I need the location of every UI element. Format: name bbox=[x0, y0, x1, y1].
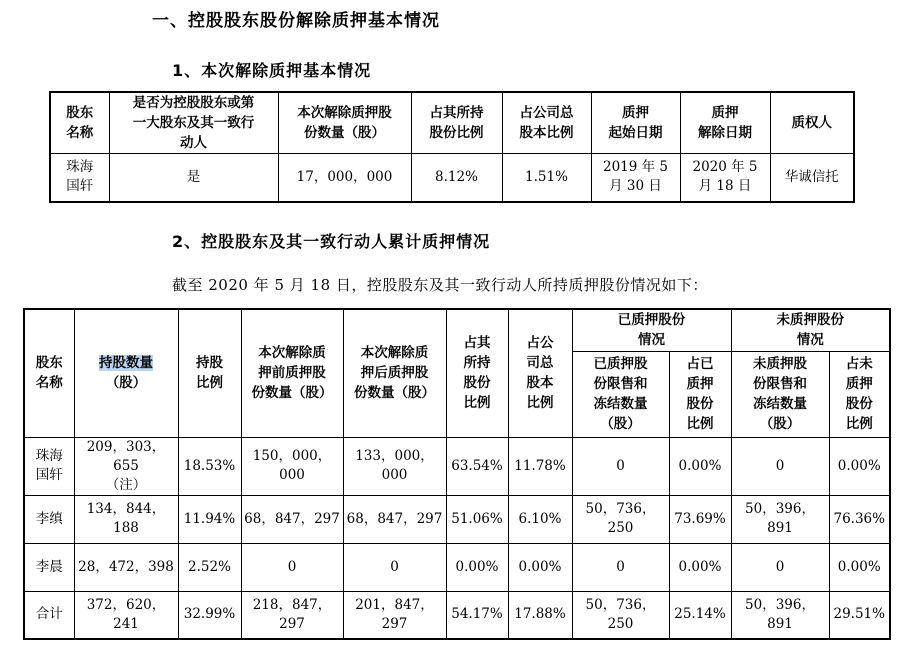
table-cell: 0 bbox=[731, 543, 829, 591]
table-cell: 68，847，297 bbox=[343, 495, 446, 543]
table-cell: 28，472，398 bbox=[74, 543, 178, 591]
table-cell: 29.51% bbox=[829, 591, 890, 639]
col-group-pledged: 已质押股份 情况 bbox=[572, 309, 731, 351]
table-cell: 0.00% bbox=[669, 543, 731, 591]
table-cell: 50，396，891 bbox=[731, 591, 829, 639]
table-cell: 11.94% bbox=[178, 495, 241, 543]
release-table bbox=[49, 91, 855, 203]
table-cell: 50，736，250 bbox=[572, 495, 669, 543]
col-header: 质押 解除日期 bbox=[680, 92, 770, 154]
table-cell: 李缜 bbox=[24, 495, 74, 543]
table-cell: 8.12% bbox=[411, 154, 502, 202]
col-header-after: 本次解除质 押后质押股 份数量（股） bbox=[343, 309, 446, 437]
col-header: 质押 起始日期 bbox=[591, 92, 680, 154]
col-header-own: 占其 所持 股份 比例 bbox=[446, 309, 508, 437]
col-header: 本次解除质押股 份数量（股） bbox=[278, 92, 411, 154]
col-header: 是否为控股股东或第 一大股东及其一致行 动人 bbox=[109, 92, 278, 154]
table-cell: 17.88% bbox=[508, 591, 572, 639]
col-header: 股东 名称 bbox=[50, 92, 109, 154]
table-header-row bbox=[24, 309, 890, 351]
sub-title-2: 2、控股股东及其一致行动人累计质押情况 bbox=[172, 232, 491, 251]
col-header-unit: （股） bbox=[105, 375, 147, 392]
table-cell: 0.00% bbox=[829, 437, 890, 495]
table-row bbox=[24, 543, 890, 591]
table-cell: 76.36% bbox=[829, 495, 890, 543]
table-cell: 150，000，000 bbox=[241, 437, 343, 495]
col-header-name: 股东 名称 bbox=[24, 309, 74, 437]
table-cell: 李晨 bbox=[24, 543, 74, 591]
table-cell: 2019 年 5 月 30 日 bbox=[591, 154, 680, 202]
table-cell: 50，736，250 bbox=[572, 591, 669, 639]
table-cell: 0 bbox=[343, 543, 446, 591]
table-cell: 合计 bbox=[24, 591, 74, 639]
table-cell: 6.10% bbox=[508, 495, 572, 543]
col-header-total: 占公 司总 股本 比例 bbox=[508, 309, 572, 437]
col-header-before: 本次解除质 押前质押股 份数量（股） bbox=[241, 309, 343, 437]
col-header-unpledged-ratio: 占未 质押 股份 比例 bbox=[829, 351, 890, 437]
col-header-held bbox=[74, 309, 178, 437]
table-cell: 73.69% bbox=[669, 495, 731, 543]
table-row bbox=[24, 495, 890, 543]
table-cell: 218，847，297 bbox=[241, 591, 343, 639]
table-cell: 0 bbox=[572, 543, 669, 591]
table-cell: 0 bbox=[731, 437, 829, 495]
col-header: 占公司总 股本比例 bbox=[502, 92, 591, 154]
table-cell: 0.00% bbox=[446, 543, 508, 591]
table-cell: 51.06% bbox=[446, 495, 508, 543]
table-cell: 134，844，188 bbox=[74, 495, 178, 543]
table-total-row bbox=[24, 591, 890, 639]
table-cell: 63.54% bbox=[446, 437, 508, 495]
table-cell: 17，000，000 bbox=[278, 154, 411, 202]
col-header-pledged-restricted: 已质押股 份限售和 冻结数量 （股） bbox=[572, 351, 669, 437]
section-title: 一、控股股东股份解除质押基本情况 bbox=[152, 11, 440, 31]
col-header: 占其所持 股份比例 bbox=[411, 92, 502, 154]
table-cell: 0.00% bbox=[829, 543, 890, 591]
col-header: 质权人 bbox=[770, 92, 854, 154]
release-table-header bbox=[50, 92, 854, 154]
highlighted-header-text: 持股数量 bbox=[99, 355, 153, 372]
table-cell: 372，620，241 bbox=[74, 591, 178, 639]
table-cell: 1.51% bbox=[502, 154, 591, 202]
table-cell: 11.78% bbox=[508, 437, 572, 495]
table-cell: 0 bbox=[241, 543, 343, 591]
table-cell: 209，303，655 （注） bbox=[74, 437, 178, 495]
table-cell: 2020 年 5 月 18 日 bbox=[680, 154, 770, 202]
table-cell: 201，847，297 bbox=[343, 591, 446, 639]
table-row bbox=[24, 437, 890, 495]
table-cell: 50，396，891 bbox=[731, 495, 829, 543]
table-cell: 0 bbox=[572, 437, 669, 495]
table-cell: 珠海 国轩 bbox=[24, 437, 74, 495]
table-row bbox=[50, 154, 854, 202]
table-cell: 2.52% bbox=[178, 543, 241, 591]
table-cell: 华诚信托 bbox=[770, 154, 854, 202]
table-cell: 54.17% bbox=[446, 591, 508, 639]
table-cell: 0.00% bbox=[508, 543, 572, 591]
table-cell: 是 bbox=[109, 154, 278, 202]
cumulative-pledge-table bbox=[23, 308, 891, 640]
sub-title-1: 1、本次解除质押基本情况 bbox=[172, 61, 372, 80]
col-header-ratio: 持股 比例 bbox=[178, 309, 241, 437]
intro-paragraph: 截至 2020 年 5 月 18 日，控股股东及其一致行动人所持质押股份情况如下： bbox=[172, 276, 708, 294]
table-cell: 32.99% bbox=[178, 591, 241, 639]
col-header-pledged-ratio: 占已 质押 股份 比例 bbox=[669, 351, 731, 437]
table-cell: 0.00% bbox=[669, 437, 731, 495]
table-cell: 68，847，297 bbox=[241, 495, 343, 543]
table-cell: 133，000，000 bbox=[343, 437, 446, 495]
col-group-unpledged: 未质押股份 情况 bbox=[731, 309, 890, 351]
table-cell: 25.14% bbox=[669, 591, 731, 639]
col-header-unpledged-restricted: 未质押股 份限售和 冻结数量 （股） bbox=[731, 351, 829, 437]
table-cell: 珠海 国轩 bbox=[50, 154, 109, 202]
table-cell: 18.53% bbox=[178, 437, 241, 495]
